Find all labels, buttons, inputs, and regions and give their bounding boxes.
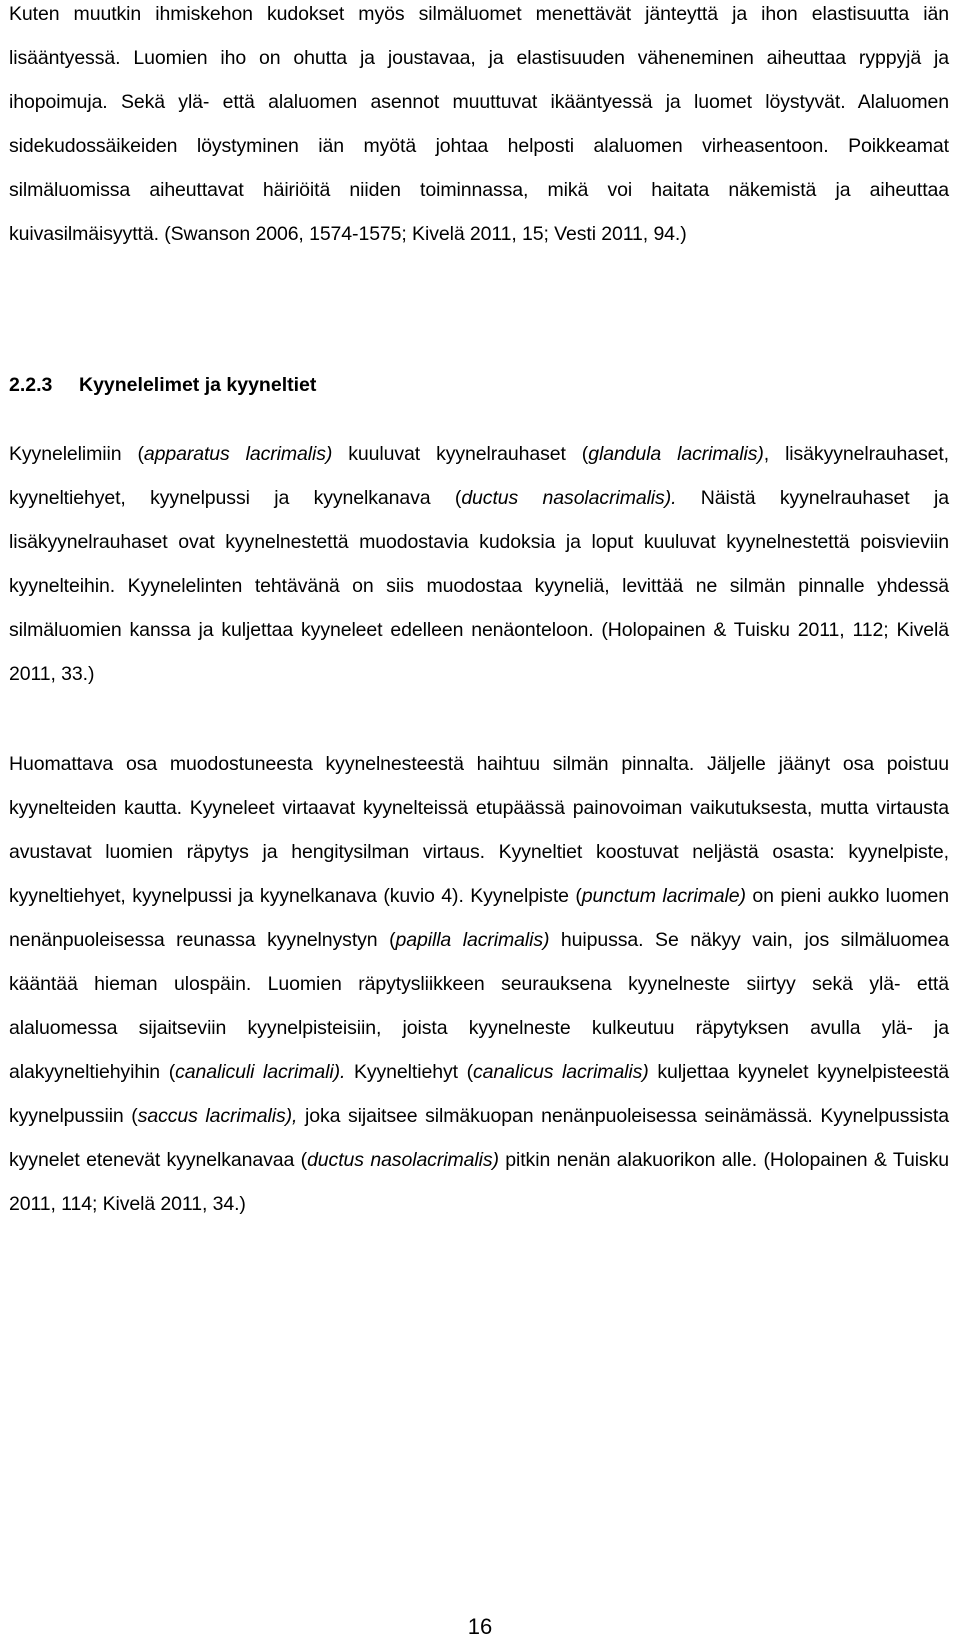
- paragraph-text: Kuten muutkin ihmiskehon kudokset myös silmäluomet menettävät jänteyttä ja ihon elastisuutta iän lisääntyessä. Luomien iho on ohutta ja joustavaa, ja elastisuuden väheneminen aiheuttaa ryppyjä ja ihopoimuja. Sekä ylä- että alaluomen asennot muuttuvat ikääntyessä ja luomet löystyvät. Alaluomen sidekudossäikeiden löystyminen iän myötä johtaa helposti alaluomen virheasentoon. Poikkeamat silmäluomissa aiheuttavat häiriöitä niiden toiminnassa, mikä voi haitata näkemistä ja aiheuttaa kuivasilmäisyyttä. (Swanson 2006, 1574-1575; Kivelä 2011, 15; Vesti 2011, 94.): [9, 3, 949, 245]
- paragraph-eyelid-aging: [9, 0, 949, 256]
- paragraph-tear-ducts: [9, 742, 949, 1226]
- latin-term: ductus nasolacrimalis): [307, 1149, 499, 1171]
- section-title: Kyynelelimet ja kyyneltiet: [79, 374, 317, 396]
- latin-term: papilla lacrimalis): [395, 929, 550, 951]
- page-number: 16: [467, 1614, 493, 1639]
- text-run: huipussa. Se näkyy vain, jos silmäluomea kääntää hieman ulospäin. Luomien räpytysliikkeen seurauksena kyynelneste siirtyy sekä ylä- että alaluomessa sijaitseviin kyynelpisteisiin, joista kyynelneste kulkeutuu räpytyksen avulla ylä- ja alakyyneltiehyihin (: [9, 929, 949, 1083]
- text-run: on pieni aukko luomen nenänpuoleisessa reunassa kyynelnystyn (: [9, 885, 949, 951]
- text-run: pitkin nenän alakuorikon alle. (Holopainen & Tuisku 2011, 114; Kivelä 2011, 34.): [9, 1149, 949, 1215]
- text-run: , lisäkyynelrauhaset, kyyneltiehyet, kyynelpussi ja kyynelkanava (: [9, 443, 950, 509]
- section-heading: [9, 363, 316, 407]
- text-run: joka sijaitsee silmäkuopan nenänpuoleisessa seinämässä. Kyynelpussista kyynelet etenevät kyynelkanavaa (: [9, 1105, 949, 1171]
- latin-term: apparatus lacrimalis): [143, 443, 333, 465]
- latin-term: ductus nasolacrimalis).: [461, 487, 677, 509]
- latin-term: punctum lacrimale): [581, 885, 746, 907]
- latin-term: canalicus lacrimalis): [472, 1061, 649, 1083]
- text-run: Kyyneltiehyt (: [345, 1061, 473, 1083]
- paragraph-lacrimal-organs: [9, 432, 949, 696]
- text-run: Kyynelelimiin (: [9, 443, 144, 465]
- latin-term: glandula lacrimalis): [588, 443, 764, 465]
- text-run: kuuluvat kyynelrauhaset (: [332, 443, 589, 465]
- text-run: Näistä kyynelrauhaset ja lisäkyynelrauhaset ovat kyynelnestettä muodostavia kudoksia ja loput kuuluvat kyynelnestettä poisvieviin kyynelteihin. Kyynelelinten tehtävänä on siis muodostaa kyyneliä, levittää ne silmän pinnalle yhdessä silmäluomien kanssa ja kuljettaa kyyneleet edelleen nenäonteloon. (Holopainen & Tuisku 2011, 112; Kivelä 2011, 33.): [9, 487, 949, 685]
- section-number: 2.2.3: [9, 374, 53, 396]
- latin-term: saccus lacrimalis),: [137, 1105, 298, 1127]
- text-run: kuljettaa kyynelet kyynelpisteestä kyynelpussiin (: [9, 1061, 949, 1127]
- text-run: Huomattava osa muodostuneesta kyynelnesteestä haihtuu silmän pinnalta. Jäljelle jäänyt osa poistuu kyynelteiden kautta. Kyyneleet virtaavat kyynelteissä etupäässä painovoiman vaikutuksesta, mutta virtausta avustavat luomien räpytys ja hengitysilman virtaus. Kyyneltiet koostuvat neljästä osasta: kyynelpiste, kyyneltiehyet, kyynelpussi ja kyynelkanava (kuvio 4). Kyynelpiste (: [9, 753, 949, 907]
- latin-term: canaliculi lacrimali).: [175, 1061, 346, 1083]
